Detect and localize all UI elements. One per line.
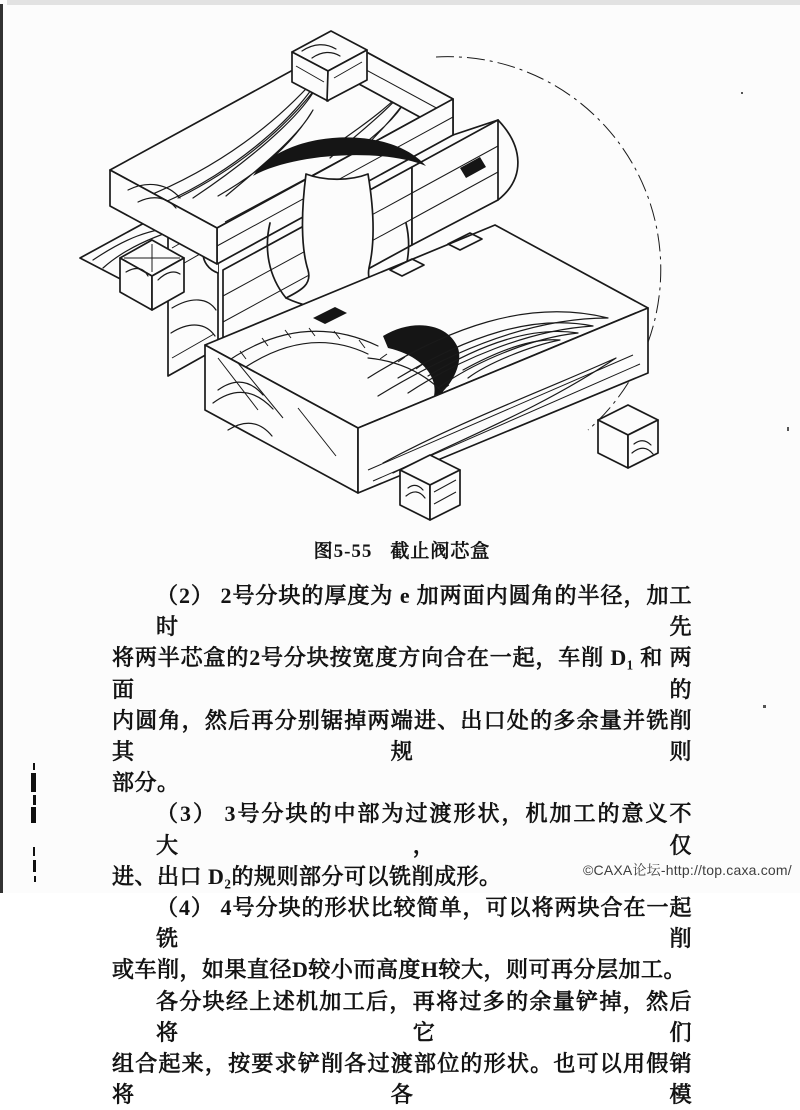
scan-artifact [33,860,36,872]
scan-artifact [34,876,36,882]
figure-caption [113,536,691,563]
figure-caption-title: 截止阀芯盒 [390,541,491,562]
body-line: 内圆角，然后再分别锯掉两端进、出口处的多余量并铣削其规则 [112,707,692,765]
core-box-drawing [68,18,768,523]
scan-speck [763,705,766,708]
watermark: ©CAXA论坛-http://top.caxa.com/ [583,862,792,878]
scan-left-edge [0,4,3,893]
scan-top-edge [7,0,800,5]
body-line: 或车削，如果直径D较小而高度H较大，则可再分层加工。 [112,957,687,983]
foot-block-front [400,455,460,520]
scan-artifact [31,773,36,792]
figure-caption-number: 图5-55 [313,541,373,562]
core-box-figure [68,18,768,523]
body-line: 进、出口 D₂的规则部分可以铣削成形。 [112,863,502,889]
body-line: （4） 4号分块的形状比较简单，可以将两块合在一起铣削 [156,895,692,952]
scan-speck [741,92,743,94]
body-text [112,580,692,1110]
body-line: 部分。 [112,770,180,796]
scan-speck [787,427,789,431]
body-line: 组合起来，按要求铲削各过渡部位的形状。也可以用假销将各模 [112,1051,692,1108]
body-line: （3） 3号分块的中部为过渡形状，机加工的意义不大，仅 [156,801,692,858]
foot-block-right [598,405,658,468]
scan-artifact [31,807,36,823]
scan-artifact [33,847,35,856]
scan-artifact [33,795,36,805]
body-line: 将两半芯盒的2号分块按宽度方向合在一起，车削 D₁ 和 两 面的 [112,645,692,702]
body-line: 各分块经上述机加工后，再将过多的余量铲掉，然后将它们 [156,988,692,1045]
scan-artifact [33,763,35,770]
body-line: （2） 2号分块的厚度为 e 加两面内圆角的半径，加工时先 [156,583,692,640]
